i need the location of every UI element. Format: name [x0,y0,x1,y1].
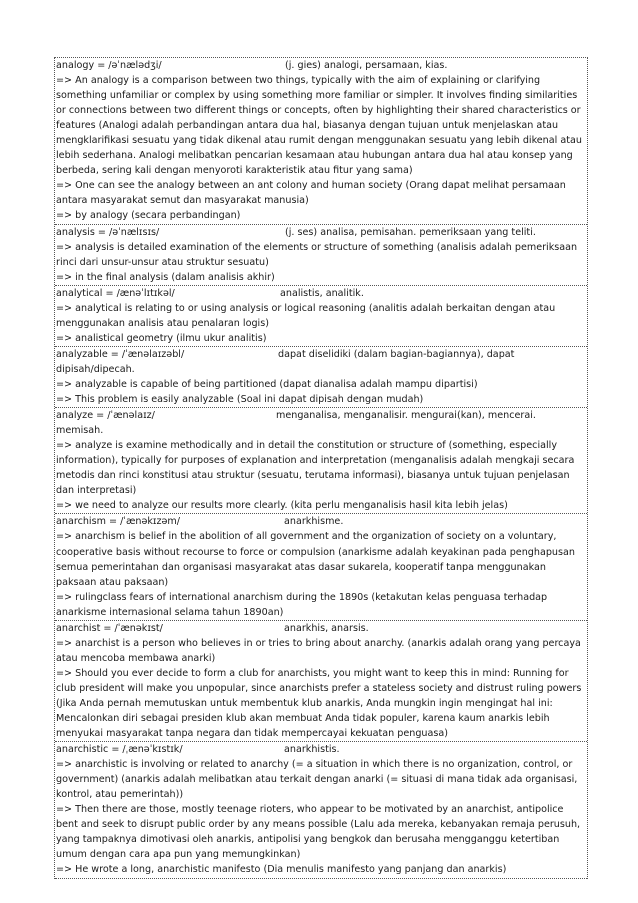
entry-text-line: => Should you ever decide to form a club for anarchists, you might want to keep this in mind: Running for [56,667,569,679]
entry-text-line: umum dengan cara apa pun yang memungkinkan) [56,849,301,861]
entry-text-line: memisah. [56,425,104,437]
entry-text-line: cooperative basis without recourse to force or compulsion (anarkisme adalah keyakinan pada penghapusan [56,546,575,558]
dictionary-entry-anarchistic [55,742,587,878]
entry-headword: analyzable = /ˈænəlaɪzəbl/ [56,348,185,360]
entry-text-line: kontrol, atau pemerintah)) [56,789,184,801]
entry-headword-line [56,408,586,423]
entry-short-definition: (j. ses) analisa, pemisahan. pemeriksaan yang teliti. [285,226,536,238]
entry-text-line: => in the final analysis (dalam analisis akhir) [56,271,275,283]
entry-text-line: => This problem is easily analyzable (Soal ini dapat dipisah dengan mudah) [56,394,424,406]
entry-headword: analogy = /əˈnælədʒi/ [56,60,162,71]
dictionary-entry-anarchist [55,621,587,742]
entry-headword-line [56,742,586,757]
entry-text-line: berbeda, sering kali dengan menyoroti karakteristik atau fitur yang sama) [56,165,413,177]
entry-text-line: dan interpretasi) [56,485,137,497]
entry-headword: analytical = /ænəˈlɪtɪkəl/ [56,287,175,299]
entry-short-definition: anarkhisme. [284,516,344,528]
dictionary-entry-analysis [55,225,587,286]
entry-text-line: => anarchism is belief in the abolition of all government and the organization of society on a voluntary, [56,531,557,543]
entry-text-line: => by analogy (secara perbandingan) [56,210,241,222]
entry-headword: anarchist = /ˈænəkɪst/ [56,622,163,634]
entry-text-line: (Jika Anda pernah memutuskan untuk membentuk klub anarkis, Anda mungkin ingin mengingat hal ini: [56,697,553,709]
entry-text-line: => rulingclass fears of international anarchism during the 1890s (ketakutan kelas penguasa terhadap [56,591,548,603]
entry-short-definition: (j. gies) analogi, persamaan, kias. [285,60,448,71]
entry-headword: analyze = /ˈænəlaɪz/ [56,410,155,422]
dictionary-entry-anarchism [55,514,587,620]
entry-text-line: semua pemerintahan dan organisasi masyarakat atas dasar sukarela, kooperatif tanpa menggunakan [56,561,546,573]
entry-text-line: menyukai masyarakat tanpa negara dan tidak mempercayai kekuatan penguasa) [56,728,449,740]
entry-text-line: => analytical is relating to or using analysis or logical reasoning (analitis adalah berkaitan dengan atau [56,302,556,314]
entry-text-line: => anarchistic is involving or related to anarchy (= a situation in which there is no organization, control, or [56,759,573,771]
dictionary-entry-analyzable [55,347,587,408]
entry-text-line: something unfamiliar or complex by using something more familiar or simpler. It involves finding similarities [56,90,578,102]
entry-headword-line [56,225,586,240]
entry-text-line: government) (anarkis adalah melibatkan atau terkait dengan anarki (= situasi di mana tidak ada organisasi, [56,774,578,786]
entry-text-line: => analyze is examine methodically and in detail the constitution or structure of (something, especially [56,440,557,452]
entry-text-line: bent and seek to disrupt public order by any means possible (Lalu ada mereka, kebanyakan remaja perusuh, [56,819,581,831]
entry-short-definition: anarkhistis. [284,744,340,756]
dictionary-entry-analogy [55,58,587,225]
entry-headword: anarchism = /ˈænəkɪzəm/ [56,516,180,528]
entry-text-line: mengklarifikasi sesuatu yang tidak dikenal atau rumit dengan menggunakan sesuatu yang lebih dikenal atau [56,135,582,147]
entry-text-line: features (Analogi adalah perbandingan antara dua hal, biasanya dengan tujuan untuk menjelaskan atau [56,120,559,132]
entry-headword-line [56,621,586,636]
entry-text-line: => He wrote a long, anarchistic manifesto (Dia menulis manifesto yang panjang dan anarkis) [56,864,507,876]
entry-headword-line [56,58,586,73]
entry-text-line: Mencalonkan diri sebagai presiden klub akan membuat Anda tidak populer, karena kaum anarkis lebih [56,713,550,725]
entry-headword-line [56,286,586,301]
entry-text-line: menggunakan analisis atau penalaran logis) [56,317,269,329]
entry-text-line: or connections between two different things or concepts, often by highlighting their shared characteristics or [56,105,581,117]
entry-text-line: lebih sederhana. Analogi melibatkan pencarian kesamaan atau hubungan antara dua hal atau konsep yang [56,150,573,162]
entry-text-line: => anarchist is a person who believes in or tries to bring about anarchy. (anarkis adalah orang yang percaya [56,637,581,649]
entry-text-line: => analistical geometry (ilmu ukur analitis) [56,332,267,344]
entry-text-line: => An analogy is a comparison between two things, typically with the aim of explaining or clarifying [56,75,541,87]
entry-text-line: club president will make you unpopular, since anarchists prefer a stateless society and distrust ruling powers [56,682,582,694]
entry-text-line: information), typically for purposes of explanation and interpretation (menganalisis adalah mengkaji secara [56,455,575,467]
entry-short-definition: anarkhis, anarsis. [284,622,369,634]
entry-headword-line [56,514,586,529]
dictionary-entry-analytical [55,286,587,347]
entry-text-line: => we need to analyze our results more clearly. (kita perlu menganalisis hasil kita lebih jelas) [56,500,508,512]
entry-text-line: => Then there are those, mostly teenage rioters, who appear to be motivated by an anarchist, antipolice [56,804,564,816]
entry-text-line: => analysis is detailed examination of the elements or structure of something (analisis adalah pemeriksaan [56,241,578,253]
entry-headword: analysis = /əˈnælɪsɪs/ [56,226,160,238]
entry-text-line: metodis dan rinci konstitusi atau struktur (sesuatu, terutama informasi), biasanya untuk tujuan penjelasan [56,470,570,482]
entry-text-line: dipisah/dipecah. [56,363,135,375]
entry-short-definition: analistis, analitik. [280,287,364,299]
entry-short-definition: dapat diselidiki (dalam bagian-bagiannya), dapat [278,348,515,360]
entry-text-line: rinci dari unsur-unsur atau struktur sesuatu) [56,256,269,268]
entry-text-line: yang tampaknya dimotivasi oleh anarkis, antipolisi yang bengkok dan berusaha mengganggu ketertiban [56,834,560,846]
entry-text-line: anarkisme internasional selama tahun 1890an) [56,606,284,618]
entry-text-line: antara masyarakat semut dan masyarakat manusia) [56,195,309,207]
entry-text-line: atau mencoba membawa anarki) [56,652,216,664]
dictionary-page [54,57,588,879]
entry-text-line: paksaan atau paksaan) [56,576,169,588]
entry-text-line: => analyzable is capable of being partitioned (dapat dianalisa adalah mampu dipartisi) [56,378,478,390]
entry-headword-line [56,347,586,362]
entry-text-line: => One can see the analogy between an ant colony and human society (Orang dapat melihat persamaan [56,180,566,192]
entry-headword: anarchistic = /ˌænəˈkɪstɪk/ [56,744,183,756]
entry-short-definition: menganalisa, menganalisir. mengurai(kan), mencerai. [276,410,536,422]
dictionary-entry-analyze [55,408,587,514]
